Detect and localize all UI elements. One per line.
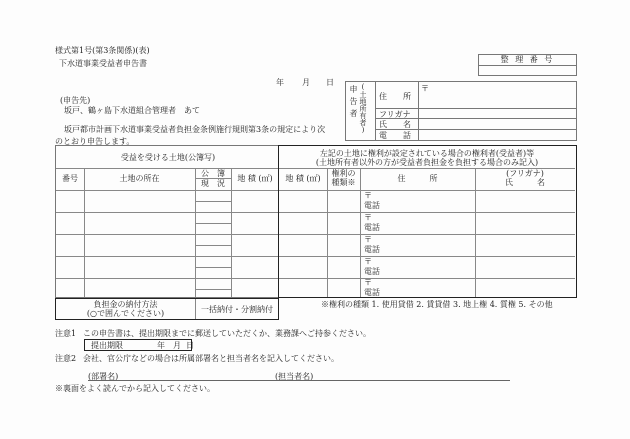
rights-col-name-header [475, 169, 575, 187]
col-registry-header: 公 簿 [201, 169, 225, 178]
land-row-3-location[interactable] [85, 235, 195, 256]
land-table [55, 145, 279, 298]
form-title: 下水道事業受益者申告書 [59, 59, 147, 68]
note-2-label: 注意2 [55, 354, 77, 363]
deadline-year-label: 年 [157, 341, 165, 350]
payment-method-label [56, 300, 195, 318]
intro-line-1: 坂戸都市計画下水道事業受益者負担金条例施行規則第3条の規定により次 [64, 125, 326, 134]
rights-row-4-area[interactable] [279, 257, 327, 278]
applicant-furigana-label: フリガナ [379, 110, 411, 119]
land-row-1-number[interactable] [56, 191, 84, 212]
applicant-side-label: 申告者 [349, 85, 358, 121]
reference-number-box [478, 54, 577, 76]
land-row-4-area[interactable] [232, 257, 278, 278]
land-row-1-area[interactable] [232, 191, 278, 212]
reverse-side-note: ※裏面をよく読んでから記入してください。 [55, 384, 215, 393]
phone-label: 電話 [364, 245, 380, 254]
land-row-2-location[interactable] [85, 213, 195, 234]
intro-line-2: のとおり申告します。 [55, 137, 135, 146]
rights-row-1-name[interactable] [476, 191, 575, 212]
rights-type-header-line-2: 種類※ [331, 178, 356, 187]
col-number-header: 番号 [62, 174, 78, 183]
postal-mark-icon: 〒 [364, 235, 372, 244]
applicant-name-label: 氏 名 [379, 120, 411, 129]
land-row-5-location[interactable] [85, 279, 195, 297]
rights-type-footnote: ※権利の種類 1. 使用貸借 2. 賃貸借 3. 地上権 4. 質権 5. その他 [321, 300, 553, 309]
phone-label: 電話 [364, 288, 380, 297]
postal-mark-icon: 〒 [364, 278, 372, 287]
rights-row-3-name[interactable] [476, 235, 575, 256]
land-row-4-location[interactable] [85, 257, 195, 278]
rights-title-line-2: (土地所有者以外の方が受益者負担金を負担する場合のみ記入) [315, 158, 539, 167]
land-row-3-number[interactable] [56, 235, 84, 256]
land-row-1-location[interactable] [85, 191, 195, 212]
land-row-2-number[interactable] [56, 213, 84, 234]
rights-name-header-line-1: (フリガナ) [506, 169, 544, 178]
phone-label: 電話 [364, 201, 380, 210]
date-year-label: 年 [276, 78, 284, 87]
land-row-2-area[interactable] [232, 213, 278, 234]
rights-row-4-type[interactable] [328, 257, 360, 278]
deadline-box [84, 339, 192, 351]
rights-row-3-type[interactable] [328, 235, 360, 256]
deadline-month-label: 月 [173, 341, 181, 350]
payment-method-box [55, 298, 279, 320]
rights-col-area-header: 地 積 (㎡) [285, 174, 321, 183]
rights-row-3-area[interactable] [279, 235, 327, 256]
rights-title-line-1: 左記の土地に権利が設定されている場合の権利者(受益者)等 [319, 149, 535, 158]
form-number: 様式第1号(第3条関係)(表) [55, 46, 150, 55]
applicant-phone-label: 電 話 [379, 131, 411, 140]
land-row-5-number[interactable] [56, 279, 84, 297]
postal-mark-icon: 〒 [364, 191, 372, 200]
date-month-label: 月 [302, 78, 310, 87]
rights-type-header-line-1: 権利の [331, 169, 356, 178]
recipient-label: (申告先) [60, 96, 91, 105]
department-label: (部署名) [88, 372, 119, 381]
rights-name-header-line-2: 氏 名 [505, 178, 545, 187]
payment-label-line-2: (○で囲んでください) [86, 309, 165, 318]
date-day-label: 日 [326, 78, 334, 87]
rights-row-2-area[interactable] [279, 213, 327, 234]
rights-row-4-address[interactable] [364, 257, 380, 277]
land-row-4-number[interactable] [56, 257, 84, 278]
phone-label: 電話 [364, 267, 380, 276]
rights-row-2-address[interactable] [364, 213, 380, 233]
land-row-3-area[interactable] [232, 235, 278, 256]
postal-mark-icon: 〒 [364, 213, 372, 222]
reference-number-label: 整 理 番 号 [479, 55, 576, 66]
person-field[interactable] [325, 368, 505, 380]
applicant-side-sublabel: (土地所有者) [359, 83, 367, 134]
applicant-address-field[interactable]: 〒 [421, 84, 429, 93]
applicant-furigana-field[interactable] [421, 109, 571, 118]
rights-table [278, 145, 577, 298]
rights-row-5-name[interactable] [476, 279, 575, 297]
person-label: (担当者名) [275, 372, 314, 381]
applicant-box [345, 81, 577, 141]
postal-mark-icon: 〒 [364, 257, 372, 266]
col-location-header: 土地の所在 [119, 174, 160, 183]
rights-row-5-address[interactable] [364, 278, 380, 298]
phone-label: 電話 [364, 223, 380, 232]
rights-col-type-header [327, 169, 360, 187]
note-1-label: 注意1 [55, 329, 77, 338]
signature-underline [88, 380, 510, 381]
rights-row-2-name[interactable] [476, 213, 575, 234]
col-area-header: 地 積 (㎡) [237, 174, 273, 183]
deadline-year-field[interactable] [131, 340, 157, 350]
rights-col-address-header: 住 所 [397, 174, 438, 183]
rights-row-1-area[interactable] [279, 191, 327, 212]
department-field[interactable] [130, 368, 270, 380]
recipient: 坂戸、鶴ヶ島下水道組合管理者 あて [64, 106, 200, 115]
payment-options[interactable]: 一括納付・分割納付 [201, 305, 273, 314]
payment-label-line-1: 負担金の納付方法 [93, 300, 158, 309]
deadline-label: 提出期限 [91, 341, 123, 350]
rights-row-4-name[interactable] [476, 257, 575, 278]
note-1-text: この申告書は、提出期限までに郵送していただくか、業務課へご持参ください。 [83, 329, 371, 338]
rights-row-2-type[interactable] [328, 213, 360, 234]
rights-row-1-address[interactable] [364, 191, 380, 211]
rights-row-5-type[interactable] [328, 279, 360, 297]
rights-row-3-address[interactable] [364, 235, 380, 255]
applicant-name-field[interactable] [421, 119, 571, 128]
note-2-text: 会社、官公庁などの場合は所属部署名と担当者名を記入してください。 [83, 354, 339, 363]
rights-row-5-area[interactable] [279, 279, 327, 297]
applicant-address-label: 住 所 [379, 92, 411, 101]
land-table-title: 受益を受ける土地(公簿写) [120, 153, 216, 162]
applicant-phone-field[interactable] [421, 130, 571, 139]
col-current-header: 現 況 [201, 179, 225, 188]
rights-row-1-type[interactable] [328, 191, 360, 212]
reference-number-field[interactable] [479, 66, 576, 77]
land-row-5-area[interactable] [232, 279, 278, 297]
deadline-day-label: 日 [186, 341, 194, 350]
